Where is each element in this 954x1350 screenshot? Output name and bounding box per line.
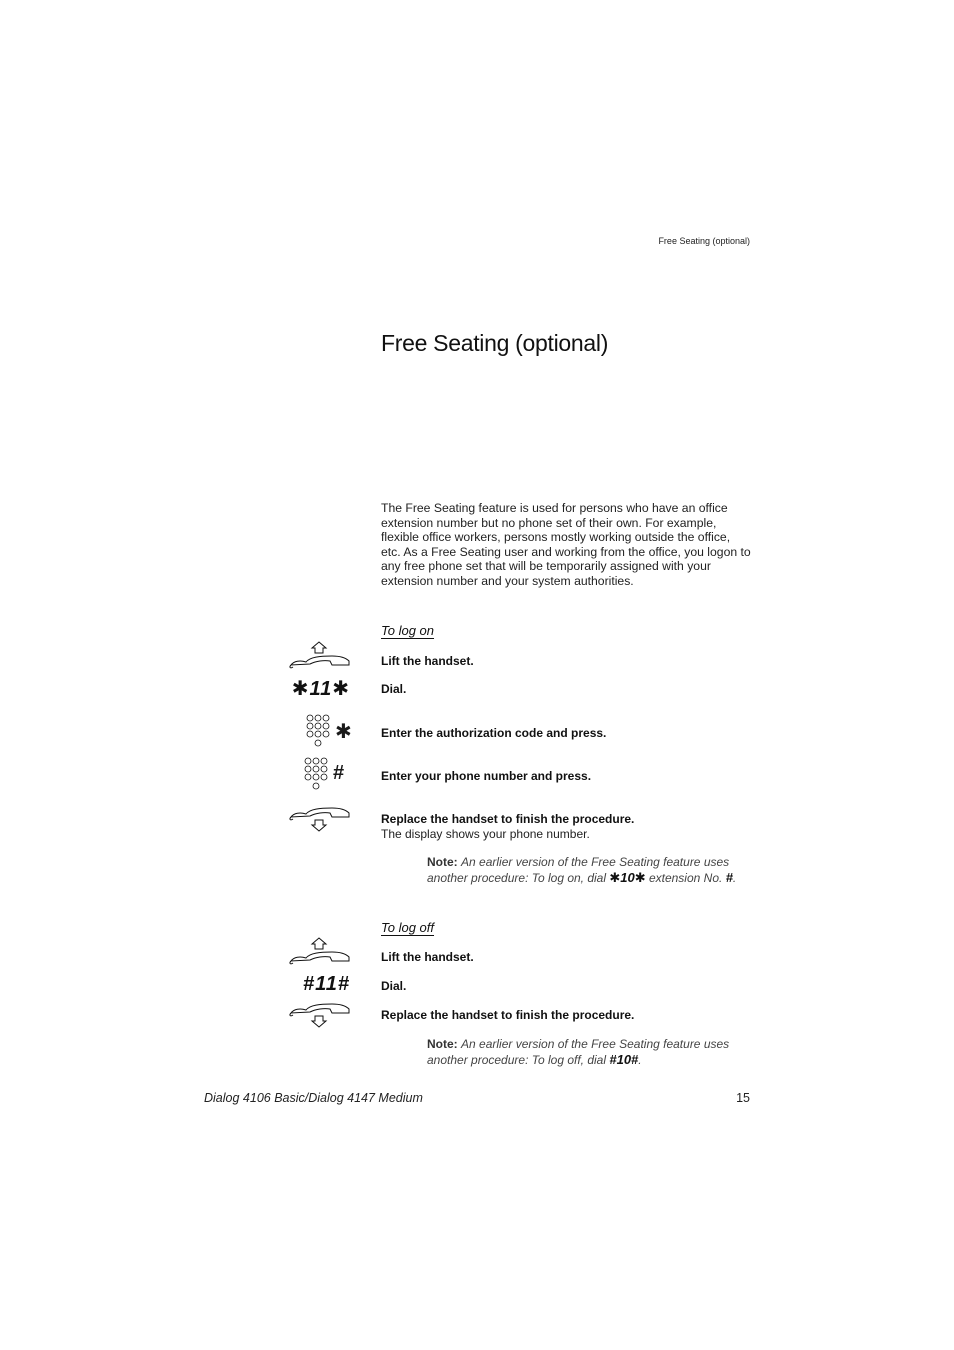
running-header: Free Seating (optional) (658, 236, 750, 246)
note-text: An earlier version of the Free Seating feature uses another procedure: To log on, dial (427, 855, 730, 885)
log-on-step-phone: Enter your phone number and press. (381, 769, 592, 783)
handset-lift-icon (288, 641, 352, 671)
note-end: . (638, 1053, 642, 1067)
footer-model: Dialog 4106 Basic/Dialog 4147 Medium (204, 1091, 423, 1105)
log-on-dial-code: ✱11✱ (291, 678, 350, 700)
log-off-heading: To log off (381, 920, 435, 935)
keypad-icon (303, 757, 331, 793)
log-off-step-replace: Replace the handset to finish the procedure. (381, 1008, 635, 1022)
page-number: 15 (736, 1091, 750, 1105)
log-on-heading: To log on (381, 623, 435, 638)
handset-replace-icon (288, 1000, 352, 1028)
log-off-step-dial: Dial. (381, 979, 407, 993)
note-label: Note: (427, 1037, 458, 1051)
note-label: Note: (427, 855, 458, 869)
log-on-step-auth: Enter the authorization code and press. (381, 726, 607, 740)
log-on-sub-text: The display shows your phone number. (381, 827, 590, 841)
keypad-icon (305, 714, 333, 750)
note-terminator: # (725, 870, 733, 885)
handset-lift-icon (288, 937, 352, 967)
note-end: . (732, 871, 737, 885)
note-text: An earlier version of the Free Seating feature uses another procedure: To log off, dial (427, 1037, 730, 1067)
star-key-icon: ✱ (335, 721, 352, 743)
intro-paragraph: The Free Seating feature is used for persons who have an office extension number but no phone set of their own. For example, flexible office workers, persons mostly working outside the office, etc. As a Free Seating user and working from the office, you logon to any free phone set that will be temporarily assigned with your extension number and your system authorities. (381, 501, 751, 588)
log-on-step-lift: Lift the handset. (381, 654, 474, 668)
log-off-note (427, 1037, 757, 1068)
note-sequence: #10# (609, 1052, 639, 1067)
log-on-step-dial: Dial. (381, 682, 407, 696)
hash-key-icon: # (333, 762, 345, 784)
page-title: Free Seating (optional) (381, 330, 609, 356)
note-sequence: ✱10✱ (609, 870, 646, 885)
note-text-after: extension No. (648, 871, 723, 885)
log-on-step-replace: Replace the handset to finish the procedure. (381, 812, 635, 826)
log-off-step-lift: Lift the handset. (381, 950, 474, 964)
log-on-note (427, 855, 757, 886)
handset-replace-icon (288, 804, 352, 832)
log-off-dial-code: #11# (302, 973, 350, 995)
